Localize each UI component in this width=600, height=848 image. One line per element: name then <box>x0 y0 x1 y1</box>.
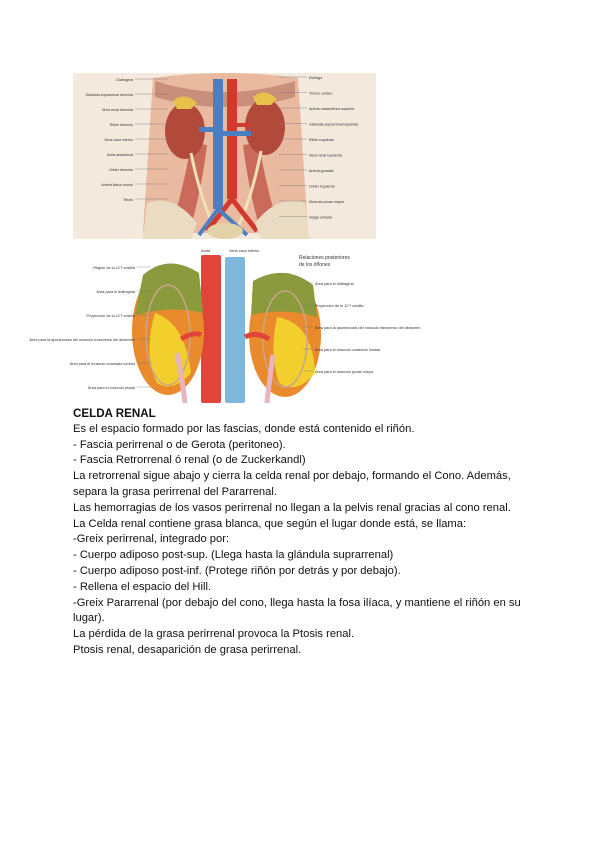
text-line: - Rellena el espacio del Hill. <box>73 580 212 593</box>
figure-label: Vena cava inferior <box>229 249 260 253</box>
text-line: -Greix perirrenal, integrado por: <box>73 533 230 546</box>
figure-label: Arteria ilíaca común <box>101 183 133 187</box>
text-line: Ptosis renal, desaparición de grasa perirrenal. <box>73 643 302 656</box>
section-heading: CELDA RENAL <box>73 407 156 420</box>
figure-label: Uréter izquierdo <box>309 184 335 189</box>
figure-label: Arteria gonadal <box>309 169 334 173</box>
celda-renal-text <box>73 406 533 659</box>
figure-label: Área para la aponeurosis del músculo transverso del abdomen <box>29 338 135 342</box>
figure-label: Recto <box>123 198 133 202</box>
kidney-anatomy-figure <box>73 73 376 239</box>
figure-label: Tronco celíaco <box>309 91 333 96</box>
aorta-shape <box>201 255 221 403</box>
figure-label: Proyección de la 12.ª costilla <box>86 314 135 318</box>
figure-label: Vena cava inferior <box>104 138 133 142</box>
text-line: -Greix Pararrenal (por debajo del cono, llega hasta la fosa ilíaca, y mantiene el riñón en su <box>73 596 521 609</box>
figure2-top-labels <box>201 249 260 253</box>
figure-label: Músculo psoas mayor <box>309 200 344 204</box>
text-line: Es el espacio formado por las fascias, donde está contenido el riñón. <box>73 422 415 435</box>
figure-label: de los riñones <box>299 262 331 268</box>
posterior-relations-figure <box>29 243 421 403</box>
figure-label: Área para la aponeurosis del músculo transverso del abdomen <box>315 326 421 330</box>
figure-label: Área para el diafragma <box>315 282 354 286</box>
figure-label: Uréter derecho <box>109 168 133 172</box>
text-line: - Fascia perirrenal o de Gerota (peritoneo). <box>73 438 286 451</box>
text-line: La pérdida de la grasa perirrenal provoca la Ptosis renal. <box>73 628 355 641</box>
figure-label: Área para el diafragma <box>96 290 135 294</box>
figure-label: Glándula suprarrenal izquierda <box>309 122 359 127</box>
figure-label: Riñón derecho <box>109 123 133 127</box>
text-line: La Celda renal contiene grasa blanca, que según el lugar donde está, se llama: <box>73 517 467 530</box>
text-line: lugar). <box>73 612 105 625</box>
figure-label: Arteria mesentérica superior <box>309 107 355 111</box>
text-line: Las hemorragias de los vasos perirrenal no llegan a la pelvis renal gracias al cono renal. <box>73 501 511 514</box>
text-line: - Cuerpo adiposo post-inf. (Protege riñón por detrás y por debajo). <box>73 564 401 577</box>
text-line: separa la grasa perirrenal del Pararrenal. <box>73 485 277 498</box>
figure-label: Diafragma <box>116 78 133 82</box>
figure-label: Vejiga urinaria <box>309 215 332 220</box>
figure-label: Vena renal izquierda <box>309 153 342 158</box>
figure-label: Área para el músculo cuadrado lumbar <box>69 362 135 366</box>
figure-label: Área para el músculo psoas <box>87 386 135 390</box>
text-line: - Fascia Retrorrenal ó renal (o de Zuckerkandl) <box>73 454 306 467</box>
figure-label: Región de la 12.ª costilla <box>93 266 135 270</box>
figure-label: Área para el músculo cuadrado lumbar <box>315 348 381 352</box>
figure-label: Riñón izquierdo <box>309 138 334 142</box>
figure-label: Esófago <box>309 76 323 80</box>
text-line: La retrorrenal sigue abajo y cierra la celda renal por debajo, formando el Cono. Además, <box>73 470 511 483</box>
figure-label: Aorta <box>201 249 211 253</box>
figure-label: Relaciones posteriores <box>299 255 350 261</box>
figure-label: Área para el músculo psoas mayor <box>315 370 374 374</box>
figure-label: Proyección de la 12.ª costilla <box>315 304 364 308</box>
text-line: - Cuerpo adiposo post-sup. (Llega hasta la glándula suprarrenal) <box>73 549 394 562</box>
vena-cava-shape <box>225 257 245 403</box>
figure-label: Aorta abdominal <box>106 153 133 157</box>
figure-label: Glándula suprarrenal derecha <box>85 93 133 97</box>
figure-label: Vena renal derecha <box>101 108 133 112</box>
